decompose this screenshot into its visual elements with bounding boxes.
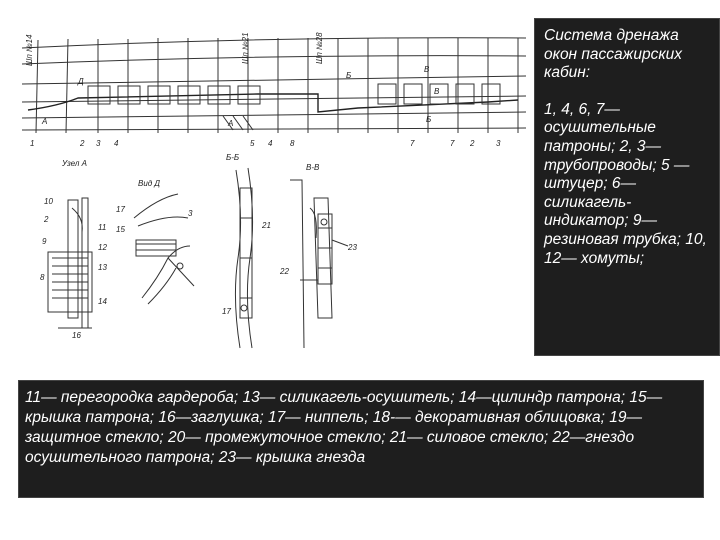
legend-box [18, 380, 704, 498]
detail-callout: 22 [280, 267, 289, 276]
detail-callout: 11 [98, 223, 107, 232]
detail-callout: 17 [222, 307, 231, 316]
detail-title: Узел А [62, 159, 87, 168]
detail-title: В-В [306, 163, 320, 172]
detail-callout: 8 [40, 273, 45, 282]
caption-title: Система дренажа окон пассажирских кабин: [544, 27, 683, 82]
callout-label: 7 [410, 139, 415, 148]
frame-label: Шп №14 [25, 34, 34, 66]
detail-callout: 9 [42, 237, 47, 246]
callout-label: 2 [470, 139, 475, 148]
detail-callout: 12 [98, 243, 107, 252]
caption-box [534, 18, 720, 356]
section-mark: В [424, 65, 430, 74]
section-mark: А [228, 119, 234, 128]
detail-callout: 17 [116, 205, 125, 214]
detail-callout: 13 [98, 263, 107, 272]
detail-callout: 16 [72, 331, 81, 340]
drainage-schematic [18, 18, 530, 356]
detail-callout: 21 [262, 221, 271, 230]
section-mark: А [42, 117, 48, 126]
detail-callout: 23 [348, 243, 357, 252]
detail-title: Вид Д [138, 179, 161, 188]
callout-label: 7 [450, 139, 455, 148]
detail-callout: 2 [44, 215, 49, 224]
callout-label: 8 [290, 139, 295, 148]
callout-label: 4 [268, 139, 273, 148]
detail-callout: 10 [44, 197, 53, 206]
detail-callout: 14 [98, 297, 107, 306]
caption-legend-part1: 1, 4, 6, 7— осушительные патроны; 2, 3— трубопроводы; 5 —штуцер; 6— силикагель-индикатор; 9— резиновая трубка; 10, 12— хомуты; [544, 100, 707, 267]
technical-drawing [18, 18, 530, 356]
detail-callout: 15 [116, 225, 125, 234]
section-mark: Д [78, 77, 84, 86]
callout-label: 3 [496, 139, 501, 148]
callout-label: 5 [250, 139, 255, 148]
caption-legend-part2: 11— перегородка гардероба; 13— силикагель-осушитель; 14—цилиндр патрона; 15—крышка патрона; 16—заглушка; 17— ниппель; 18-— декоративная облицовка; 19—защитное стекло; 20— промежуточное стекло; 21— силовое стекло; 22—гнездо осушительного патрона; 23— крышка гнезда [25, 389, 663, 466]
callout-label: 4 [114, 139, 119, 148]
section-mark: Б [426, 115, 432, 124]
callout-label: 3 [96, 139, 101, 148]
section-mark: В [434, 87, 440, 96]
frame-label: Шп №21 [241, 32, 250, 64]
detail-callout: 3 [188, 209, 193, 218]
frame-label: Шп №28 [315, 32, 324, 64]
detail-title: Б-Б [226, 153, 240, 162]
callout-label: 1 [30, 139, 35, 148]
callout-label: 2 [80, 139, 85, 148]
section-mark: Б [346, 71, 352, 80]
